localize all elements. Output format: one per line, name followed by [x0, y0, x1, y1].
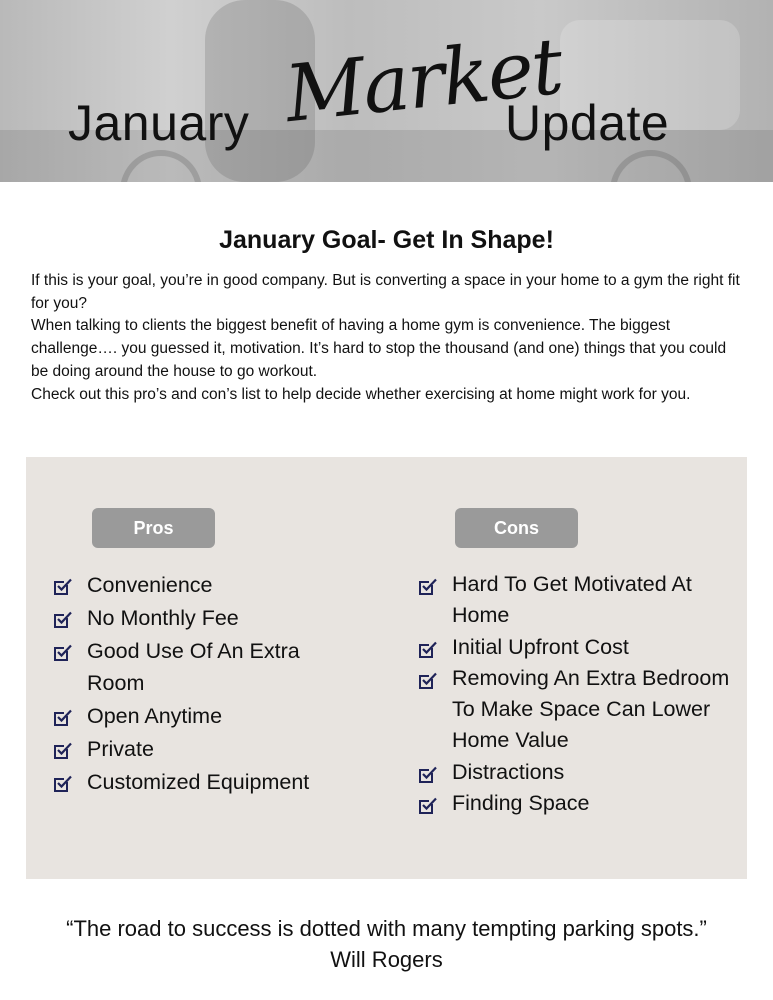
goal-heading: January Goal- Get In Shape!: [219, 226, 554, 254]
pros-item-label: Good Use Of An Extra Room: [87, 639, 300, 695]
intro-paragraph: If this is your goal, you’re in good company. But is converting a space in your home to a gym the right fit for you?: [31, 272, 740, 312]
quote-text: “The road to success is dotted with many tempting parking spots.”: [66, 916, 707, 941]
checkbox-checked-icon: [418, 796, 438, 816]
pros-list-item: [53, 766, 333, 798]
intro-text: [31, 270, 743, 406]
title-market-script: Market: [281, 21, 566, 141]
pros-item-label: Open Anytime: [87, 704, 223, 728]
checkbox-checked-icon: [53, 708, 73, 728]
cons-item-label: Distractions: [452, 759, 565, 784]
pros-list-item: [53, 733, 333, 765]
pros-cons-panel: [26, 457, 747, 879]
quote-author: Will Rogers: [330, 947, 443, 972]
cons-list-item: [418, 788, 738, 819]
title-january: January: [68, 95, 250, 151]
cons-list-item: [418, 663, 738, 756]
checkbox-checked-icon: [53, 774, 73, 794]
pros-list-item: [53, 602, 333, 634]
checkbox-checked-icon: [53, 643, 73, 663]
title-update: Update: [505, 95, 670, 151]
pros-item-label: No Monthly Fee: [87, 606, 239, 630]
checkbox-checked-icon: [53, 741, 73, 761]
pros-list-item: [53, 700, 333, 732]
cons-list-item: [418, 757, 738, 788]
pros-item-label: Private: [87, 737, 154, 761]
checkbox-checked-icon: [418, 640, 438, 660]
pros-item-label: Customized Equipment: [87, 770, 310, 794]
checkbox-checked-icon: [418, 671, 438, 691]
checkbox-checked-icon: [53, 577, 73, 597]
pros-label: Pros: [92, 508, 215, 548]
cons-list-item: [418, 569, 738, 631]
cons-list-item: [418, 632, 738, 663]
checkbox-checked-icon: [418, 577, 438, 597]
cons-item-label: Hard To Get Motivated At Home: [452, 572, 692, 627]
pros-list: [53, 569, 333, 799]
pros-item-label: Convenience: [87, 573, 213, 597]
checkbox-checked-icon: [418, 765, 438, 785]
cons-list: [418, 569, 738, 820]
intro-paragraph: When talking to clients the biggest benefit of having a home gym is convenience. The biggest challenge…. you guessed it, motivation. It’s hard to stop the thousand (and one) things that you could be doing around the house to go workout.: [31, 317, 727, 380]
cons-item-label: Initial Upfront Cost: [452, 634, 629, 659]
checkbox-checked-icon: [53, 610, 73, 630]
pros-list-item: [53, 635, 333, 699]
pros-list-item: [53, 569, 333, 601]
cons-label: Cons: [455, 508, 578, 548]
intro-paragraph: Check out this pro’s and con’s list to help decide whether exercising at home might work for you.: [31, 385, 691, 403]
quote: [0, 913, 773, 975]
cons-item-label: Removing An Extra Bedroom To Make Space Can Lower Home Value: [452, 666, 730, 753]
cons-item-label: Finding Space: [452, 791, 590, 816]
